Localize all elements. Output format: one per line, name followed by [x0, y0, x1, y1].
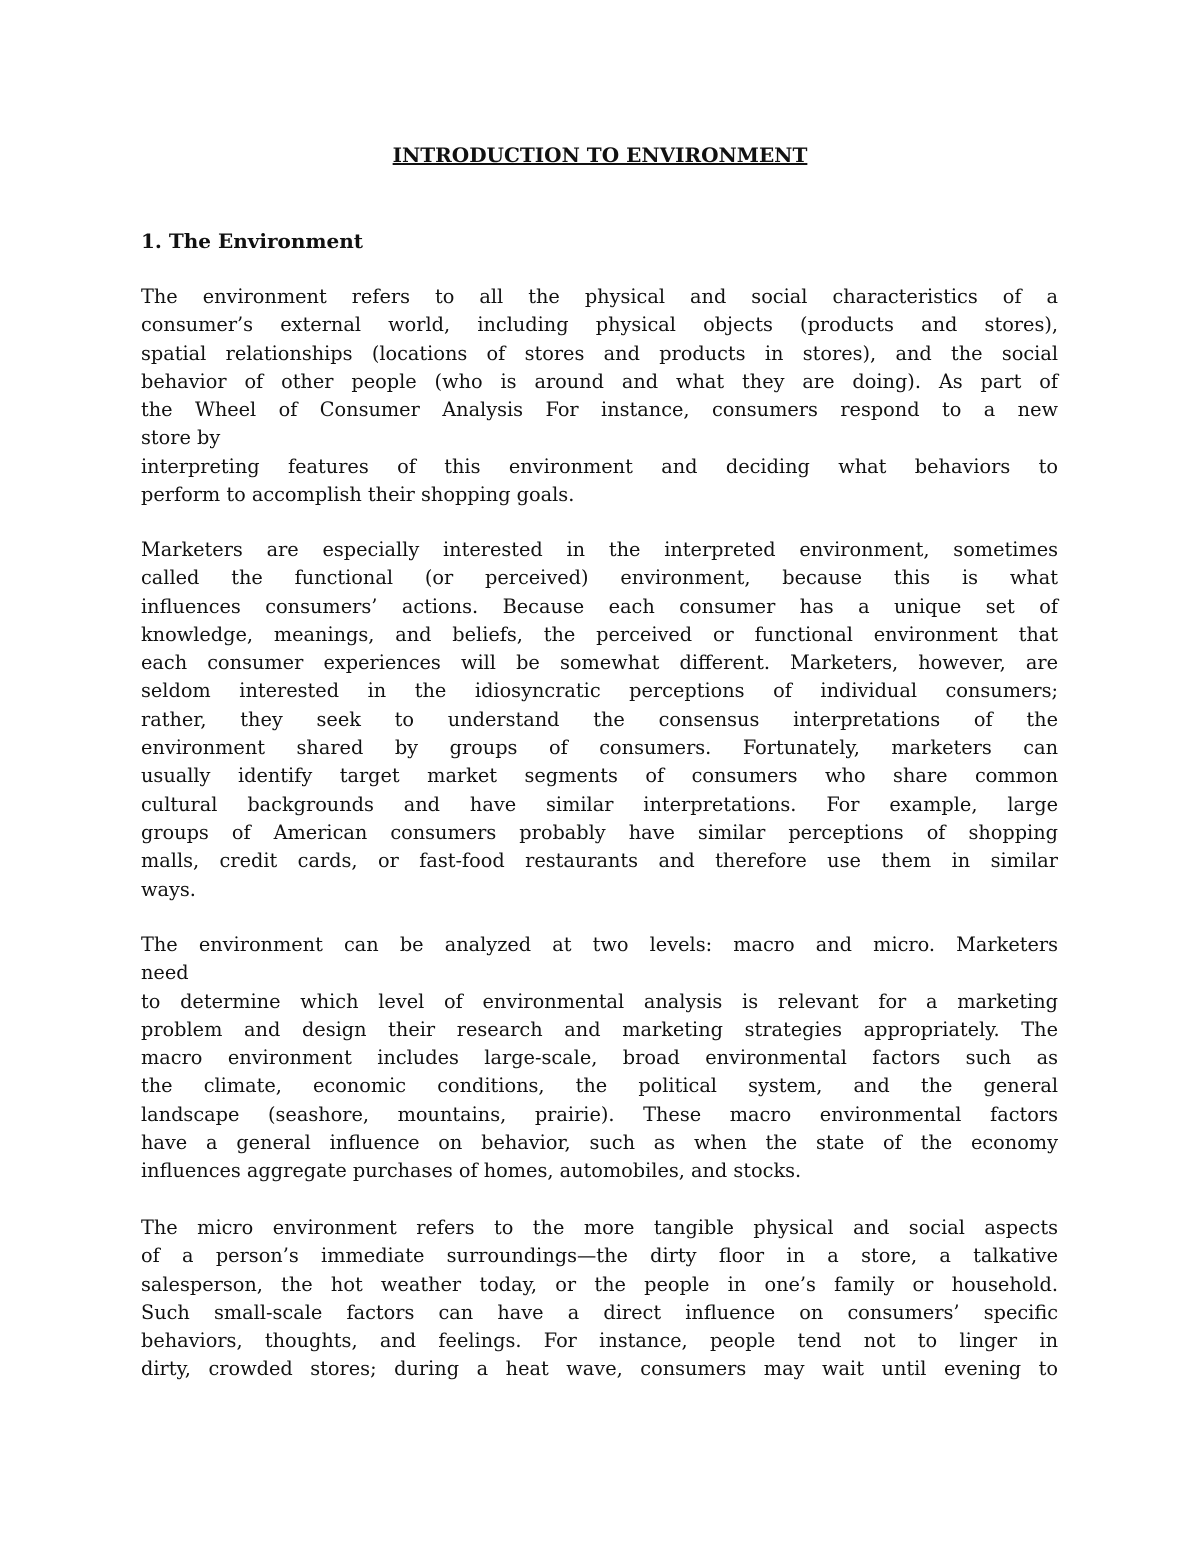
text-line: ways. — [141, 877, 196, 901]
text-line: macro environment includes large-scale, broad environmental factors such as — [141, 1046, 1058, 1070]
text-line: environment shared by groups of consumers. Fortunately, marketers can — [141, 736, 1058, 760]
text-line: behavior of other people (who is around and what they are doing). As part of — [141, 369, 1058, 393]
text-line: groups of American consumers probably have similar perceptions of shopping — [141, 820, 1058, 844]
text-line: usually identify target market segments of consumers who share common — [141, 764, 1058, 788]
text-line: malls, credit cards, or fast-food restaurants and therefore use them in similar — [141, 849, 1058, 873]
text-line: The micro environment refers to the more tangible physical and social aspects — [141, 1216, 1058, 1239]
text-line: dirty, crowded stores; during a heat wave, consumers may wait until evening to — [141, 1357, 1058, 1381]
text-line: have a general influence on behavior, such as when the state of the economy — [141, 1131, 1058, 1155]
text-line: each consumer experiences will be somewhat different. Marketers, however, are — [141, 651, 1058, 675]
text-line: perform to accomplish their shopping goals. — [141, 483, 575, 507]
text-line: behaviors, thoughts, and feelings. For instance, people tend not to linger in — [141, 1329, 1058, 1353]
text-line: problem and design their research and marketing strategies appropriately. The — [141, 1017, 1058, 1041]
text-line: to determine which level of environmental analysis is relevant for a marketing — [141, 989, 1058, 1013]
text-line: Such small-scale factors can have a direct influence on consumers’ specific — [141, 1300, 1058, 1324]
text-line: cultural backgrounds and have similar interpretations. For example, large — [141, 792, 1058, 816]
section-heading: 1. The Environment — [141, 229, 364, 253]
text-line: The environment refers to all the physical and social characteristics of a — [141, 285, 1058, 308]
paragraph — [141, 1214, 1058, 1384]
text-line: The environment can be analyzed at two levels: macro and micro. Marketers — [141, 933, 1058, 956]
text-line: interpreting features of this environment and deciding what behaviors to — [141, 454, 1058, 478]
paragraph — [141, 931, 1058, 1186]
text-line: consumer’s external world, including physical objects (products and stores), — [141, 313, 1058, 337]
text-line: of a person’s immediate surroundings—the dirty floor in a store, a talkative — [141, 1244, 1058, 1268]
text-line: store by — [141, 426, 221, 450]
text-line: the climate, economic conditions, the political system, and the general — [141, 1074, 1058, 1098]
paragraph — [141, 536, 1058, 904]
paragraph — [141, 283, 1058, 509]
text-line: need — [141, 961, 189, 985]
text-line: landscape (seashore, mountains, prairie). These macro environmental factors — [141, 1102, 1058, 1126]
text-line: rather, they seek to understand the consensus interpretations of the — [141, 707, 1058, 731]
text-line: salesperson, the hot weather today, or the people in one’s family or household. — [141, 1272, 1058, 1296]
text-line: influences consumers’ actions. Because each consumer has a unique set of — [141, 594, 1058, 618]
text-line: seldom interested in the idiosyncratic perceptions of individual consumers; — [141, 679, 1058, 703]
text-line: Marketers are especially interested in the interpreted environment, sometimes — [141, 538, 1058, 561]
text-line: spatial relationships (locations of stores and products in stores), and the social — [141, 341, 1058, 365]
text-line: influences aggregate purchases of homes, automobiles, and stocks. — [141, 1159, 802, 1183]
document-title: INTRODUCTION TO ENVIRONMENT — [392, 143, 808, 167]
text-line: called the functional (or perceived) environment, because this is what — [141, 566, 1058, 590]
text-line: knowledge, meanings, and beliefs, the perceived or functional environment that — [141, 622, 1058, 646]
text-line: the Wheel of Consumer Analysis For instance, consumers respond to a new — [141, 398, 1058, 422]
